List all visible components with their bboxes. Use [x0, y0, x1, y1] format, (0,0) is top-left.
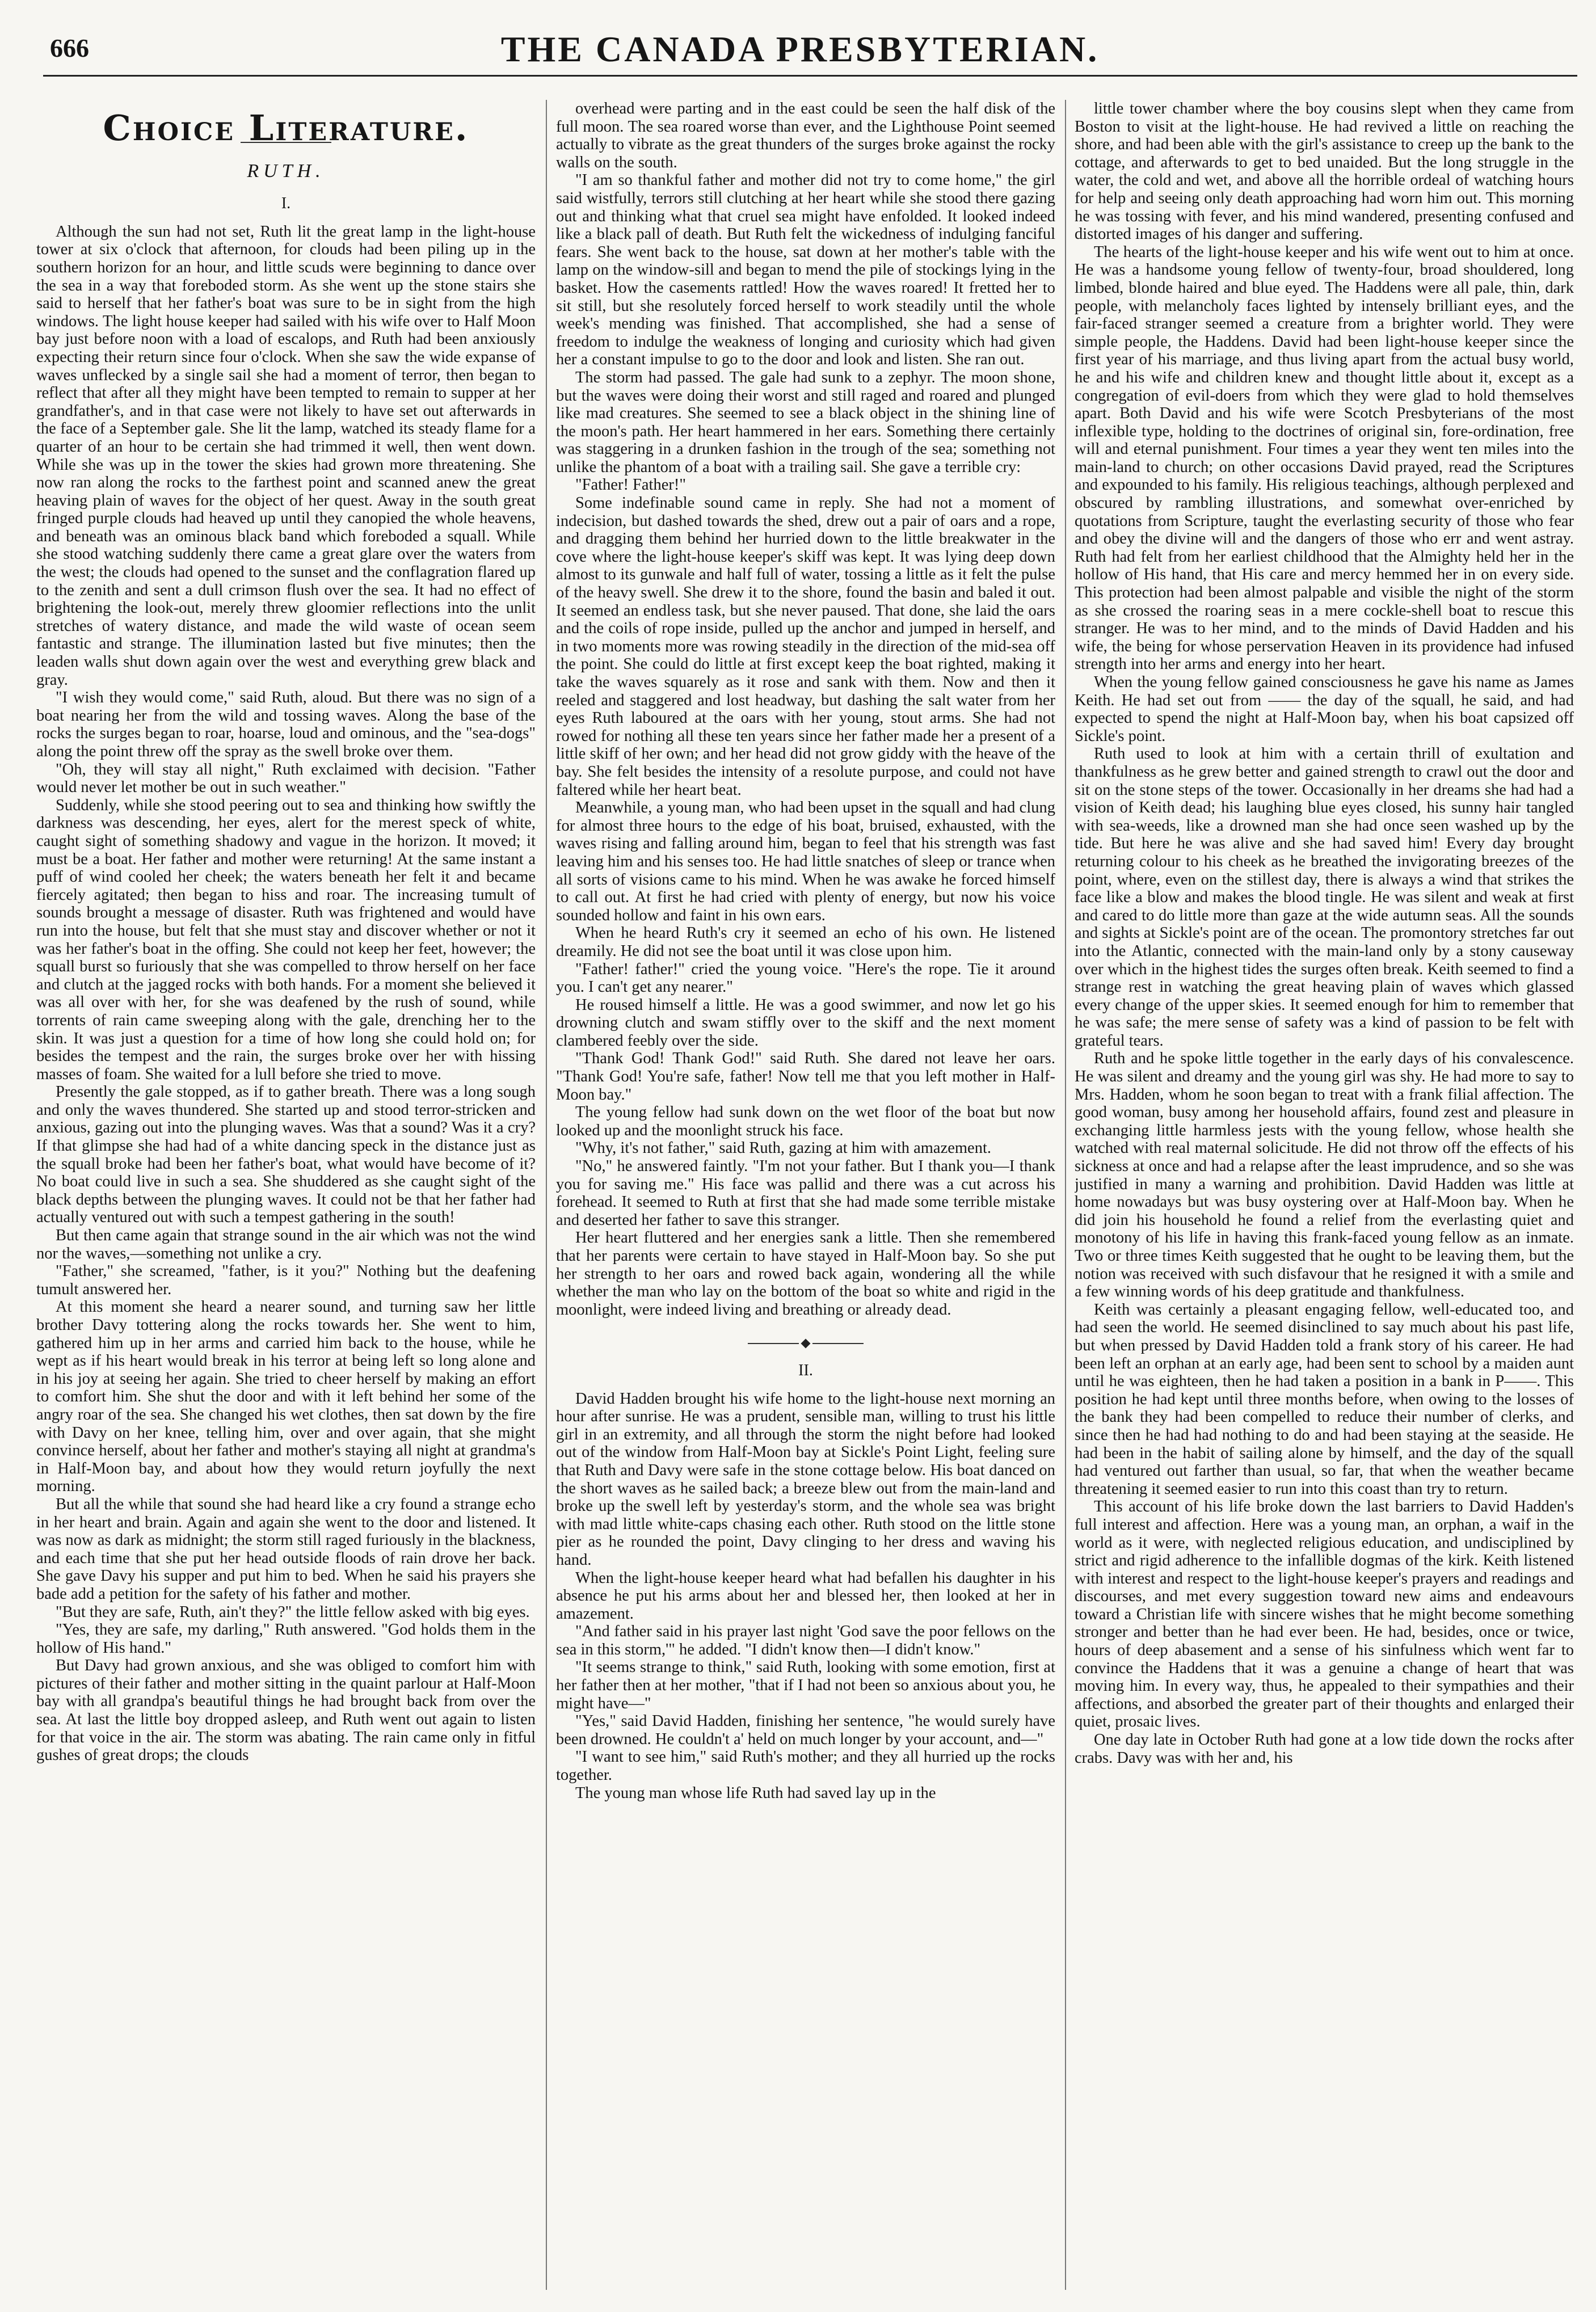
chapter-number: I. [281, 195, 291, 213]
journal-title: THE CANADA PRESBYTERIAN. [500, 29, 1100, 69]
paragraph: This account of his life broke down the last barriers to David Hadden's full interest and affection. Here was a young man, an orphan, a waif in the world as it were, with neglected religious education, and undisciplined by strict and rigid adherence to the infallible dogmas of the kirk. Keith listened with interest and respect to the light-house keeper's prayers and readings and discourses, and met every suggestion toward new aims and endeavours toward a Christian life with sincere wishes that he might become something stronger and better than he had ever been. He had, besides, once or twice, hours of deep abasement and a sense of his sinfulness which went far to convince the Haddens that it was a genuine a change of heart that was moving him. In every way, thus, he appealed to their sympathies and their affections, and absorbed the greater part of their thoughts and enlarged their quiet, prosaic lives. [1075, 1498, 1574, 1731]
chapter-break [556, 1333, 1055, 1351]
paragraph: Ruth and he spoke little together in the early days of his convalescence. He was silent and dreamy and the young girl was shy. He had more to say to Mrs. Hadden, whom he soon began to treat with a frank filial affection. The good woman, busy among her household affairs, found zest and pleasure in exchanging little harmless jests with the young fellow, whose health she watched with real maternal solicitude. He did not throw off the effects of his sickness at once and had a relapse after the least imprudence, and so she was justified in many a warning and prohibition. David Hadden was little at home nowadays but was busy oystering over at Half-Moon bay. When he did join his household he found a relief from the everlasting quiet and monotony of his life in having this frank-faced young fellow as an inmate. Two or three times Keith suggested that he ought to be leaving them, but the notion was received with such disfavour that he resigned it with a smile and a few winning words of his deep gratitude and thankfulness. [1075, 1050, 1574, 1301]
page-header [23, 0, 1577, 79]
paragraph: David Hadden brought his wife home to the light-house next morning an hour after sunrise. He was a prudent, sensible man, willing to trust his little girl in an extremity, and all through the storm the night before had looked out of the window from Half-Moon bay at Sickle's Point Light, feeling sure that Ruth and Davy were safe in the stone cottage below. His boat danced on the short waves as he sailed back; a breeze blew out from the main-land and broke up the swell left by yesterday's storm, and the whole sea was bright with mad little white-caps chasing each other. Ruth stood on the little stone pier as he rounded the point, Davy clinging to her dress and waving his hand. [556, 1389, 1055, 1569]
paragraph: But then came again that strange sound in the air which was not the wind nor the waves,—something not unlike a cry. [36, 1227, 536, 1262]
paragraph: At this moment she heard a nearer sound, and turning saw her little brother Davy tottering along the rocks towards her. She went to him, gathered him up in her arms and carried him back to the house, while he wept as if his heart would break in his terror at being left so long alone and in his joy at seeing her again. She tried to cheer herself by making an effort to comfort him. She shut the door and with it left behind her some of the angry roar of the sea. She changed his wet clothes, then sat down by the fire with Davy on her knee, telling him, over and over again, that she might convince herself, about her father and mother's staying all night at grandma's in Half-Moon bay, and about how they would return joyfully the next morning. [36, 1298, 536, 1496]
paragraph: "Father! father!" cried the young voice. "Here's the rope. Tie it around you. I can't get any nearer." [556, 960, 1055, 996]
paragraph: The young fellow had sunk down on the wet floor of the boat but now looked up and the moonlight struck his face. [556, 1104, 1055, 1139]
paragraph: Her heart fluttered and her energies sank a little. Then she remembered that her parents were certain to have stayed in Half-Moon bay. So she put her strength to her oars and rowed back again, wondering all the while whether the man who lay on the bottom of the boat so white and rigid in the moonlight, were indeed living and breathing or already dead. [556, 1229, 1055, 1319]
column-2 [556, 100, 1055, 2290]
paragraph: "I want to see him," said Ruth's mother; and they all hurried up the rocks together. [556, 1748, 1055, 1784]
paragraph: "Yes," said David Hadden, finishing her sentence, "he would surely have been drowned. He couldn't a' held on much longer by your account, and—" [556, 1712, 1055, 1748]
paragraph: But all the while that sound she had heard like a cry found a strange echo in her heart and brain. Again and again she went to the door and listened. It was now as dark as midnight; the storm still raged furiously in the blackness, and each time that she put her head outside floods of rain drove her back. She gave Davy his supper and put him to bed. When he said his prayers she bade add a petition for the safety of his father and mother. [36, 1495, 536, 1603]
column-2-text-after-break [556, 1390, 1055, 1803]
break-ornament [801, 1338, 811, 1348]
column-3 [1075, 100, 1574, 2290]
chapter-number: II. [798, 1361, 813, 1379]
column-divider [1065, 100, 1066, 2290]
column-1 [36, 100, 536, 2290]
paragraph: "Why, it's not father," said Ruth, gazing at him with amazement. [575, 1139, 991, 1157]
paragraph: But Davy had grown anxious, and she was obliged to comfort him with pictures of their father and mother sitting in the quaint parlour at Half-Moon bay with all grandpa's beautiful things he had brought back from over the sea. At last the little boy dropped asleep, and Ruth went out again to listen for that voice in the air. The storm was abating. The rain came only in fitful gushes of great drops; the clouds [36, 1657, 536, 1764]
paragraph: Meanwhile, a young man, who had been upset in the squall and had clung for almost three hours to the edge of his boat, bruised, exhausted, with the waves rising and falling around him, began to feel that his strength was fast leaving him and his senses too. He had little snatches of sleep or trance when all sorts of visions came to his mind. When he was awake he forced himself to call out. At first he had cried with plenty of energy, but now his voice sounded hollow and faint in his own ears. [556, 799, 1055, 924]
paragraph: "But they are safe, Ruth, ain't they?" the little fellow asked with big eyes. [56, 1603, 530, 1621]
paragraph: He roused himself a little. He was a good swimmer, and now let go his drowning clutch and swam stiffly over to the skiff and the next moment clambered feebly over the side. [556, 996, 1055, 1050]
paragraph: "It seems strange to think," said Ruth, looking with some emotion, first at her father then at her mother, "that if I had not been so anxious about you, he might have—" [556, 1658, 1055, 1712]
column-2-text [556, 100, 1055, 1319]
paragraph: The storm had passed. The gale had sunk to a zephyr. The moon shone, but the waves were doing their worst and still raged and roared and plunged like mad creatures. She seemed to see a black object in the shining line of the moon's path. Her heart hammered in her ears. Something there certainly was staggering in a drunken fashion in the trough of the sea; something not unlike the phantom of a boat with a trailing sail. She gave a terrible cry: [556, 368, 1055, 476]
paragraph: Some indefinable sound came in reply. She had not a moment of indecision, but dashed towards the shed, drew out a pair of oars and a rope, and dragging them behind her hurried down to the little breakwater in the cove where the light-house keeper's skiff was kept. It was lying deep down almost to its gunwale and half full of water, tossing a little as it felt the pulse of the heavy swell. She drew it to the shore, found the basin and baled it out. It seemed an endless task, but she never paused. That done, she laid the oars and the coils of rope inside, pulled up the anchor and jumped in herself, and in two moments more was rowing steadily in the direction of the mid-sea off the point. She could do little at first except keep the boat righted, making it take the waves squarely as it rose and sank with them. Now and then it reeled and staggered and lost headway, but dashing the salt water from her eyes Ruth laboured at the oars with her young, stout arms. She had not rowed for nothing all these ten years since her father made her a present of a little skiff of her own; and her head did not grow giddy with the heave of the bay. She felt besides the intensity of a resolute purpose, and could not have faltered while her heart beat. [556, 494, 1055, 799]
paragraph: When he heard Ruth's cry it seemed an echo of his own. He listened dreamily. He did not see the boat until it was close upon him. [556, 924, 1055, 960]
paragraph: "Thank God! Thank God!" said Ruth. She dared not leave her oars. "Thank God! You're safe, father! Now tell me that you left mother in Half-Moon bay." [556, 1050, 1055, 1104]
paragraph: When the young fellow gained consciousness he gave his name as James Keith. He had set out from —— the day of the squall, he said, and had expected to spend the night at Half-Moon bay, when his boat capsized off Sickle's point. [1075, 673, 1574, 745]
page-number: 666 [50, 33, 89, 62]
paragraph: Keith was certainly a pleasant engaging fellow, well-educated too, and had seen the world. He seemed disinclined to say much about his past life, but when pressed by David Hadden told a frank story of his career. He had been left an orphan at an early age, had been sent to school by a maiden aunt until he was eighteen, then he had taken a position in a bank in P——. This position he had kept until three months before, when owing to the losses of the bank they had been compelled to reduce their number of clerks, and since then he had had nothing to do and had been staying at the seaside. He had been in the habit of sailing alone by himself, and the day of the squall had ventured out farther than usual, so far, that when the weather became threatening it seemed easier to run into this coast than try to return. [1075, 1300, 1574, 1498]
paragraph: "I wish they would come," said Ruth, aloud. But there was no sign of a boat nearing her from the wild and tossing waves. Along the base of the rocks the surges began to roar, hoarse, loud and ominous, and the "sea-dogs" along the point threw off the spray as the swell broke over them. [36, 689, 536, 760]
paragraph: overhead were parting and in the east could be seen the half disk of the full moon. The sea roared worse than ever, and the Lighthouse Point seemed actually to vibrate as the great thunders of the surges broke against the rocky walls on the south. [556, 100, 1055, 171]
paragraph: Presently the gale stopped, as if to gather breath. There was a long sough and only the waves thundered. She started up and stood terror-stricken and anxious, gazing out into the plunging waves. Was that a sound? Was it a cry? If that glimpse she had had of a white dancing speck in the distance just as the squall broke had been her father's boat, what would have become of it? No boat could live in such a sea. She shuddered as she caught sight of the black depths between the plunging waves. It could not be that her father had actually ventured out with such a tempest gathering in the south! [36, 1083, 536, 1227]
paragraph: "Yes, they are safe, my darling," Ruth answered. "God holds them in the hollow of His hand." [36, 1621, 536, 1657]
break-rule [748, 1343, 799, 1344]
paragraph: "No," he answered faintly. "I'm not your father. But I thank you—I thank you for saving me." His face was pallid and there was a cut across his forehead. It seemed to Ruth at first that she had made some terrible mistake and deserted her father to save this stranger. [556, 1157, 1055, 1229]
paragraph: The young man whose life Ruth had saved lay up in the [575, 1784, 936, 1802]
break-rule [812, 1343, 864, 1344]
paragraph: The hearts of the light-house keeper and his wife went out to him at once. He was a handsome young fellow of twenty-four, broad shouldered, long limbed, blonde haired and blue eyed. The Haddens were all pale, thin, dark people, with melancholy faces lighted by intensely brilliant eyes, and the fair-faced stranger seemed a creature from a brighter world. They were simple people, the Haddens. David had been light-house keeper since the first year of his marriage, and thus living apart from the actual busy world, he and his wife and children knew and thought little about it, except as a congregation of evil-doers from which they were glad to hold themselves apart. Both David and his wife were Scotch Presbyterians of the most inflexible type, holding to the doctrines of original sin, fore-ordination, free will and eternal punishment. Four times a year they went ten miles into the main-land to church; on other occasions David prayed, read the Scriptures and expounded to his family. His religious teachings, although perplexed and obscured by rambling illustrations, and somewhat over-enriched by quotations from Scripture, taught the everlasting security of those who fear and obey the divine will and the dangers of those who err and went astray. Ruth had felt from her earliest childhood that the Almighty held her in the hollow of His hand, that His care and mercy hemmed her in on every side. This protection had been almost palpable and visible the night of the storm as she crossed the roaring seas in a mere cockle-shell boat to rescue this stranger. He was to her mind, and to the minds of David Hadden and his wife, the being for whose perservation Heaven in its providence had infused strength into her arms and energy into her heart. [1075, 243, 1574, 673]
paragraph: little tower chamber where the boy cousins slept when they came from Boston to visit at the light-house. He had revived a little on reaching the shore, and had been able with the girl's assistance to creep up the bank to the cottage, and afterwards to get to bed unaided. But the long struggle in the water, the cold and wet, and above all the horrible ordeal of watching hours for help and seeing only death approaching had worn him out. This morning he was tossing with fever, and his mind wandered, presenting confused and distorted images of his danger and suffering. [1075, 100, 1574, 243]
paragraph: Although the sun had not set, Ruth lit the great lamp in the light-house tower at six o'clock that afternoon, for clouds had been piling up in the southern horizon for an hour, and little scuds were beginning to dance over the sea in a way that foreboded storm. As she went up the stone stairs she said to herself that her father's boat was sure to be in sight from the high windows. The light house keeper had sailed with his wife over to Half Moon bay just before noon with a load of escalops, and Ruth had been anxiously expecting their return since four o'clock. When she saw the wide expanse of waves unflecked by a single sail she had a moment of terror, then began to reflect that after all they might have been tempted to remain to supper at her grandfather's, and in that case were not likely to have set out afterwards in the face of a September gale. She lit the lamp, watched its steady flame for a quarter of an hour to be certain she had trimmed it well, then went down. While she was up in the tower the skies had grown more threatening. She now ran along the rocks to the farthest point and scanned anew the great heaving plain of waves for the object of her quest. Away in the south great fringed purple clouds had heaved up until they canopied the whole heavens, and beneath was an ominous black band which foreboded a squall. While she stood watching suddenly there came a great glare over the waters from the west; the clouds had opened to the sunset and the conflagration flared up to the zenith and sent a dull crimson flush over the sea. It had no effect of brightening the look-out, merely threw gloomier reflections into the unlit stretches of watery distance, and made the wild waste of ocean seem fantastic and strange. The illumination lasted but five minutes; then the leaden walls shut down again over the west and everything grew black and gray. [36, 222, 536, 689]
paragraph: "And father said in his prayer last night 'God save the poor fellows on the sea in this storm,'" he added. "I didn't know then—I didn't know." [556, 1623, 1055, 1658]
paragraph: Suddenly, while she stood peering out to sea and thinking how swiftly the darkness was descending, her eyes, alert for the merest speck of white, caught sight of something shadowy and vague in the horizon. It moved; it must be a boat. Her father and mother were returning! At the same instant a puff of wind cooled her cheek; the waters beneath her felt it and became fiercely agitated; then began to hiss and roar. The increasing tumult of sounds brought a message of disaster. Ruth was frightened and would have run into the house, but felt that she must stay and discover whether or not it was her father's boat in the offing. She could not keep her feet, however; the squall burst so furiously that she was compelled to throw herself on her face and clutch at the jagged rocks with both hands. For a moment she believed it was all over with her, for she was deafened by the rush of sound, while torrents of rain came sweeping along with the gale, drenching her to the skin. It was just a question for a time of how long she could hold on; for besides the tempest and the rain, the surges broke over her with hissing masses of foam. She waited for a lull before she tried to move. [36, 796, 536, 1083]
story-title: RUTH. [247, 160, 325, 182]
column-3-text [1075, 100, 1574, 1767]
section-heading: Choice Literature. [103, 107, 469, 149]
paragraph: "Oh, they will stay all night," Ruth exclaimed with decision. "Father would never let mother be out in such weather." [36, 760, 536, 797]
paragraph: When the light-house keeper heard what had befallen his daughter in his absence he put his arms about her and blessed her, then looked at her in amazement. [556, 1569, 1055, 1623]
paragraph: Ruth used to look at him with a certain thrill of exultation and thankfulness as he grew better and gained strength to crawl out the door and sit on the stone steps of the tower. Occasionally in her dreams she had had a vision of Keith dead; his laughing blue eyes closed, his sunny hair tangled with sea-weeds, like a drowned man she had once seen washed up by the tide. But here he was alive and she had saved him! Every day brought returning colour to his cheek as he breathed the invigorating breezes of the point, where, even on the stillest day, there is always a wind that strikes the face like a blow and makes the blood tingle. He was silent and weak at first and cared to do little more than gaze at the wide autumn seas. All the sounds and sights at Sickle's point are of the ocean. The promontory stretches far out into the Atlantic, connected with the main-land only by a stony causeway over which in the highest tides the surges often break. Keith seemed to find a strange rest in watching the great heaving plain of waves which glassed every change of the upper skies. It seemed enough for him to remember that he was safe; the mere sense of safety was a kind of passion to be felt with grateful tears. [1075, 745, 1574, 1050]
header-rule [43, 75, 1577, 77]
paragraph: One day late in October Ruth had gone at a low tide down the rocks after crabs. Davy was with her and, his [1075, 1731, 1574, 1767]
paragraph: "Father! Father!" [575, 476, 686, 494]
column-1-text [36, 223, 536, 1764]
paragraph: "I am so thankful father and mother did not try to come home," the girl said wistfully, terrors still clutching at her heart while she stood there gazing out and thinking what that cruel sea might have enfolded. It looked indeed like a black pall of death. But Ruth felt the wickedness of indulging fanciful fears. She went back to the house, sat down at her mother's table with the lamp on the window-sill and began to mend the pile of stockings lying in the basket. How the casements rattled! How the waves roared! It fretted her to sit still, but she resolutely forced herself to work steadily until the whole week's mending was finished. That accomplished, she had a sense of freedom to indulge the weakness of longing and curiosity which had given her a constant impulse to go to the door and look and listen. She ran out. [556, 171, 1055, 369]
paragraph: "Father," she screamed, "father, is it you?" Nothing but the deafening tumult answered her. [36, 1262, 536, 1298]
column-divider [546, 100, 547, 2290]
